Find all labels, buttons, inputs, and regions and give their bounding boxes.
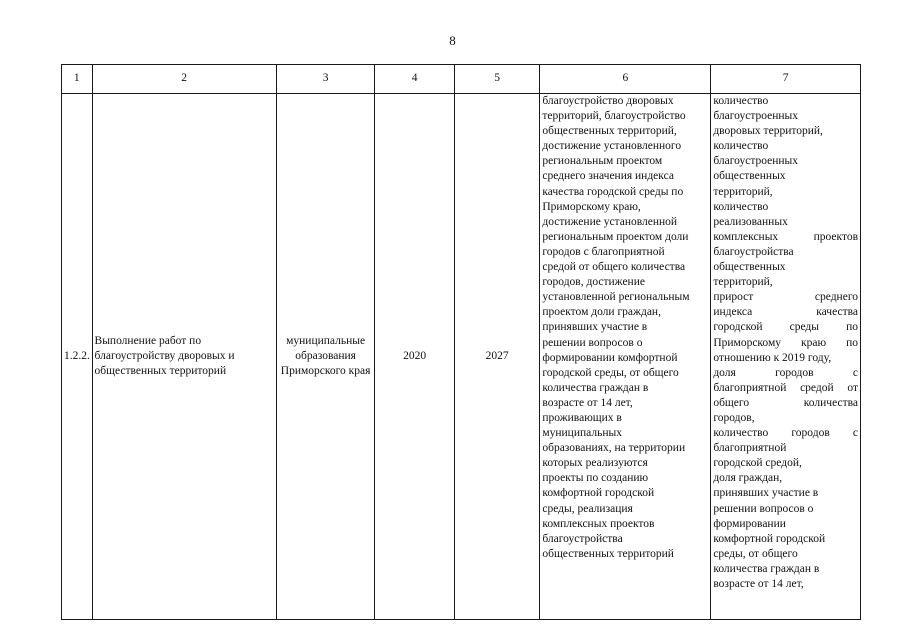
plan-table (61, 64, 861, 620)
expected-result-line: средой от общего количества (542, 261, 686, 274)
target-indicator-line: принявших участие в (713, 487, 819, 500)
target-indicator-line: благоприятной средой от (713, 381, 858, 394)
target-indicator-line: количество (713, 140, 769, 153)
header-col-2: 2 (92, 65, 276, 94)
target-indicator-line: общественных (713, 170, 786, 183)
activity-name-line: Выполнение работ по (94, 334, 202, 347)
table-row (62, 94, 861, 620)
activity-name-line: благоустройству дворовых и (94, 349, 235, 362)
expected-result-line: принявших участие в (542, 321, 648, 334)
expected-result-line: качества городской среды по (542, 185, 684, 198)
expected-result-line: муниципальных (542, 427, 622, 440)
target-indicator-line: благоприятной (713, 442, 787, 455)
header-col-5: 5 (454, 65, 539, 94)
expected-result-line: проживающих в (542, 411, 622, 424)
target-indicator-line: реализованных (713, 215, 788, 228)
expected-result (540, 94, 711, 620)
target-indicator-line: Приморскому краю по (713, 336, 858, 349)
page-number: 8 (449, 33, 456, 48)
target-indicator-line: количества граждан в (713, 562, 820, 575)
start-year: 2020 (375, 94, 454, 620)
expected-result-line: комплексных проектов (542, 517, 655, 530)
target-indicator-line: городской средой, (713, 457, 802, 470)
target-indicator-line: формировании (713, 517, 786, 530)
expected-result-line: количества граждан в (542, 381, 649, 394)
expected-result-line: образованиях, на территории (542, 442, 686, 455)
target-indicator-line: благоустроенных (713, 110, 799, 123)
expected-result-line: проектом доли граждан, (542, 306, 661, 319)
target-indicator-line: дворовых территорий, (713, 125, 823, 138)
activity-name-line: общественных территорий (94, 365, 227, 378)
expected-result-line: установленной региональным (542, 291, 690, 304)
table-header-row (62, 65, 861, 94)
expected-result-line: общественных территорий, (542, 125, 677, 138)
expected-result-line: возрасте от 14 лет, (542, 396, 633, 409)
target-indicator-line: территорий, (713, 276, 773, 289)
target-indicator-line: доля граждан, (713, 472, 783, 485)
header-col-3: 3 (276, 65, 375, 94)
target-indicator-line: среды, от общего (713, 547, 798, 560)
expected-result-line: городов с благоприятной (542, 245, 665, 258)
target-indicator-line: количество (713, 95, 769, 107)
target-indicator-line: возрасте от 14 лет, (713, 578, 804, 590)
activity-name (92, 94, 276, 620)
executor-line: муниципальные (286, 334, 366, 347)
expected-result-line: Приморскому краю, (542, 200, 641, 213)
target-indicator-line: комплексных проектов (713, 230, 858, 243)
target-indicator-line: отношению к 2019 году, (713, 351, 832, 364)
target-indicator-line: общего количества (713, 396, 858, 409)
expected-result-line: достижение установленной (542, 215, 678, 228)
target-indicator-line: доля городов с (713, 366, 858, 379)
row-number: 1.2.2. (62, 94, 93, 620)
target-indicator-line: благоустроенных (713, 155, 799, 168)
expected-result-line: среды, реализация (542, 502, 633, 515)
end-year: 2027 (454, 94, 539, 620)
executor-line: Приморского края (280, 365, 371, 378)
expected-result-line: благоустройства (542, 532, 623, 545)
expected-result-line: региональным проектом доли (542, 230, 689, 243)
expected-result-line: региональным проектом (542, 155, 663, 168)
expected-result-line: общественных территорий (542, 547, 674, 560)
expected-result-line: комфортной городской (542, 487, 655, 500)
executor (276, 94, 375, 620)
header-col-7: 7 (711, 65, 861, 94)
target-indicator-line: индекса качества (713, 306, 858, 319)
target-indicator-line: прирост среднего (713, 291, 858, 304)
header-col-4: 4 (375, 65, 454, 94)
expected-result-line: проекты по созданию (542, 472, 649, 485)
expected-result-line: территорий, благоустройство (542, 110, 686, 123)
expected-result-line: благоустройство дворовых (542, 95, 674, 107)
target-indicator-line: городов, (713, 411, 755, 424)
expected-result-line: городов, достижение (542, 276, 645, 289)
expected-result-line: формировании комфортной (542, 351, 678, 364)
target-indicator-line: количество городов с (713, 427, 858, 440)
target-indicator-line: городской среды по (713, 321, 858, 334)
expected-result-line: решении вопросов о (542, 336, 643, 349)
target-indicator-line: общественных (713, 261, 786, 274)
target-indicator-line: территорий, (713, 185, 773, 198)
expected-result-line: достижение установленного (542, 140, 682, 153)
header-col-1: 1 (62, 65, 93, 94)
expected-result-line: городской среды, от общего (542, 366, 679, 379)
target-indicator-line: благоустройства (713, 245, 794, 258)
target-indicators (711, 94, 861, 620)
expected-result-line: среднего значения индекса (542, 170, 674, 183)
target-indicator-line: комфортной городской (713, 532, 826, 545)
executor-line: образования (295, 349, 356, 362)
target-indicator-line: решении вопросов о (713, 502, 814, 515)
expected-result-line: которых реализуются (542, 457, 648, 470)
target-indicator-line: количество (713, 200, 769, 213)
header-col-6: 6 (540, 65, 711, 94)
